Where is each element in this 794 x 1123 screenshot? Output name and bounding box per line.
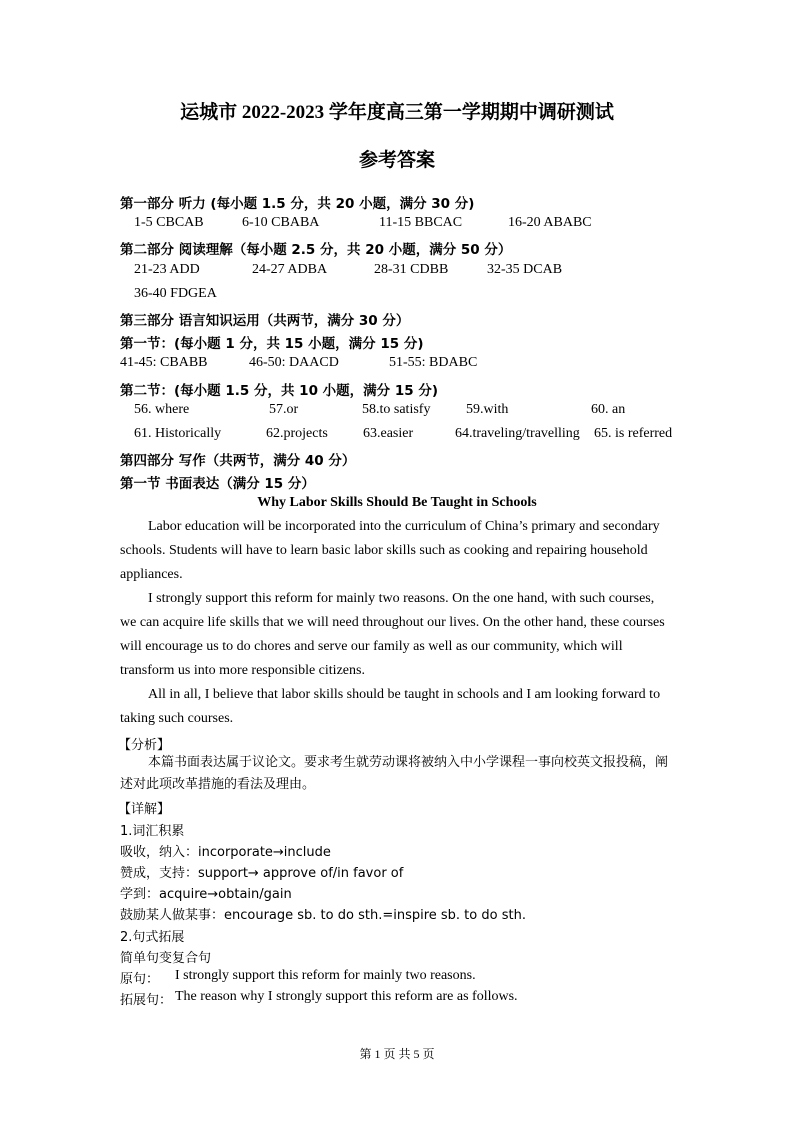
answer-group: 21-23 ADD: [134, 262, 200, 277]
answer-item: 57.or: [269, 402, 299, 417]
vocab-item: 吸收，纳入：incorporate→include: [120, 845, 331, 860]
expanded-sentence: The reason why I strongly support this reform are as follows.: [175, 989, 518, 1004]
page-subtitle: 参考答案: [358, 150, 435, 171]
answer-group: 51-55: BDABC: [389, 355, 478, 370]
page-number: 第 1 页 共 5 页: [359, 1047, 435, 1061]
page-title: 运城市 2022-2023 学年度高三第一学期期中调研测试: [180, 102, 614, 123]
answer-item: 58.to satisfy: [362, 402, 431, 417]
answer-group: 24-27 ADBA: [252, 262, 328, 277]
analysis-label: 【分析】: [118, 738, 171, 753]
answer-group: 32-35 DCAB: [487, 262, 563, 277]
part2-heading: 第二部分 阅读理解（每小题 2.5 分，共 20 小题，满分 50 分）: [120, 242, 512, 258]
answer-group: 16-20 ABABC: [508, 215, 592, 230]
answer-item: 60. an: [591, 402, 626, 417]
part3-section2-heading: 第二节：(每小题 1.5 分，共 10 小题，满分 15 分): [120, 383, 439, 399]
part1-heading: 第一部分 听力 (每小题 1.5 分，共 20 小题，满分 30 分): [120, 196, 475, 212]
answer-group: 46-50: DAACD: [249, 355, 339, 370]
answer-group: 11-15 BBCAC: [379, 215, 463, 230]
analysis-text: 本篇书面表达属于议论文。要求考生就劳动课将被纳入中小学课程一事向校英文报投稿，阐述对此项改革措施的看法及理由。: [120, 755, 669, 792]
answer-group: 36-40 FDGEA: [134, 286, 217, 301]
original-sentence: I strongly support this reform for mainly two reasons.: [175, 968, 476, 983]
sentence-heading: 2.句式拓展: [120, 930, 185, 945]
sentence-subheading: 简单句变复合句: [120, 951, 212, 966]
part3-section1-heading: 第一节：(每小题 1 分，共 15 小题，满分 15 分): [120, 336, 424, 352]
answer-group: 1-5 CBCAB: [134, 215, 204, 230]
vocab-item: 鼓励某人做某事：encourage sb. to do sth.=inspire sb. to do sth.: [120, 908, 526, 923]
essay-paragraph: All in all, I believe that labor skills should be taught in schools and I am looking forward to taking such courses.: [120, 687, 661, 726]
answer-group: 41-45: CBABB: [120, 355, 208, 370]
answer-item: 63.easier: [363, 426, 414, 441]
expanded-label: 拓展句：: [120, 993, 173, 1008]
vocab-item: 赞成，支持：support→ approve of/in favor of: [120, 866, 404, 881]
part3-heading: 第三部分 语言知识运用（共两节，满分 30 分）: [120, 313, 410, 329]
detail-label: 【详解】: [118, 802, 171, 817]
answer-group: 6-10 CBABA: [242, 215, 320, 230]
answer-item: 65. is referred: [594, 426, 673, 441]
answer-group: 28-31 CDBB: [374, 262, 449, 277]
original-label: 原句：: [120, 972, 160, 987]
answer-item: 61. Historically: [134, 426, 222, 441]
part4-section1-heading: 第一节 书面表达（满分 15 分）: [120, 476, 315, 492]
vocab-heading: 1.词汇积累: [120, 824, 185, 839]
answer-item: 64.traveling/travelling: [455, 426, 580, 441]
answer-item: 62.projects: [266, 426, 328, 441]
essay-paragraph: Labor education will be incorporated into the curriculum of China’s primary and secondary schools. Students will have to learn basic labor skills such as cooking and repairing household appliances.: [120, 519, 660, 582]
essay-paragraph: I strongly support this reform for mainly two reasons. On the one hand, with such courses, we can acquire life skills that we will need throughout our lives. On the other hand, these courses will encourage us to do chores and serve our family as well as our community, which will transform us into more responsible citizens.: [120, 591, 665, 678]
part4-heading: 第四部分 写作（共两节，满分 40 分）: [120, 453, 356, 469]
answer-item: 59.with: [466, 402, 509, 417]
answer-item: 56. where: [134, 402, 190, 417]
vocab-item: 学到：acquire→obtain/gain: [120, 887, 292, 902]
essay-title: Why Labor Skills Should Be Taught in Schools: [257, 495, 537, 510]
